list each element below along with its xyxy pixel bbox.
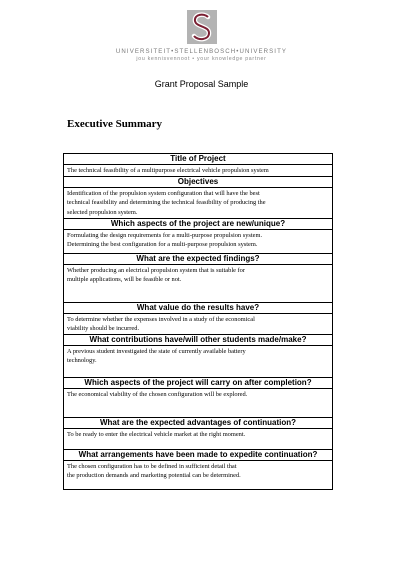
row-heading-title: Title of Project bbox=[64, 154, 333, 165]
row-heading-advantages: What are the expected advantages of continuation? bbox=[64, 417, 333, 428]
summary-table bbox=[63, 153, 333, 490]
row-heading-carry-on: Which aspects of the project will carry on after completion? bbox=[64, 377, 333, 388]
row-content-arrangements: The chosen configuration has to be defined in sufficient detail that the production demands and marketing potential can be determined. bbox=[64, 460, 333, 489]
row-content-new-unique: Formulating the design requirements for a multi-purpose propulsion system. Determining the best configuration for a multi-purpose propulsion system. bbox=[64, 229, 333, 253]
logo-university-name: UNIVERSITEIT•STELLENBOSCH•UNIVERSITY bbox=[115, 48, 288, 55]
row-content-value: To determine whether the expenses involved in a study of the economical viability should be incurred. bbox=[64, 313, 333, 334]
row-heading-value: What value do the results have? bbox=[64, 302, 333, 313]
row-heading-objectives: Objectives bbox=[64, 176, 333, 187]
row-content-contributions: A previous student investigated the state of currently available battery technology. bbox=[64, 345, 333, 377]
university-logo bbox=[0, 10, 403, 62]
row-content-expected-findings: Whether producing an electrical propulsion system that is suitable for multiple applications, will be feasible or not. bbox=[64, 264, 333, 302]
row-content-title: The technical feasibility of a multipurpose electrical vehicle propulsion system bbox=[64, 165, 333, 177]
university-crest-icon bbox=[187, 10, 217, 44]
row-content-objectives: Identification of the propulsion system configuration that will have the best technical feasibility and determining the technical feasibility of producing the selected propulsion system. bbox=[64, 187, 333, 218]
row-content-advantages: To be ready to enter the electrical vehicle market at the right moment. bbox=[64, 428, 333, 449]
logo-tagline: jou kennisvennoot • your knowledge partner bbox=[136, 56, 267, 62]
row-heading-expected-findings: What are the expected findings? bbox=[64, 253, 333, 264]
section-heading: Executive Summary bbox=[67, 118, 163, 130]
row-heading-contributions: What contributions have/will other students made/make? bbox=[64, 334, 333, 345]
row-heading-arrangements: What arrangements have been made to expedite continuation? bbox=[64, 449, 333, 460]
row-heading-new-unique: Which aspects of the project are new/unique? bbox=[64, 218, 333, 229]
row-content-carry-on: The economical viability of the chosen configuration will be explored. bbox=[64, 388, 333, 417]
document-title: Grant Proposal Sample bbox=[154, 79, 249, 89]
